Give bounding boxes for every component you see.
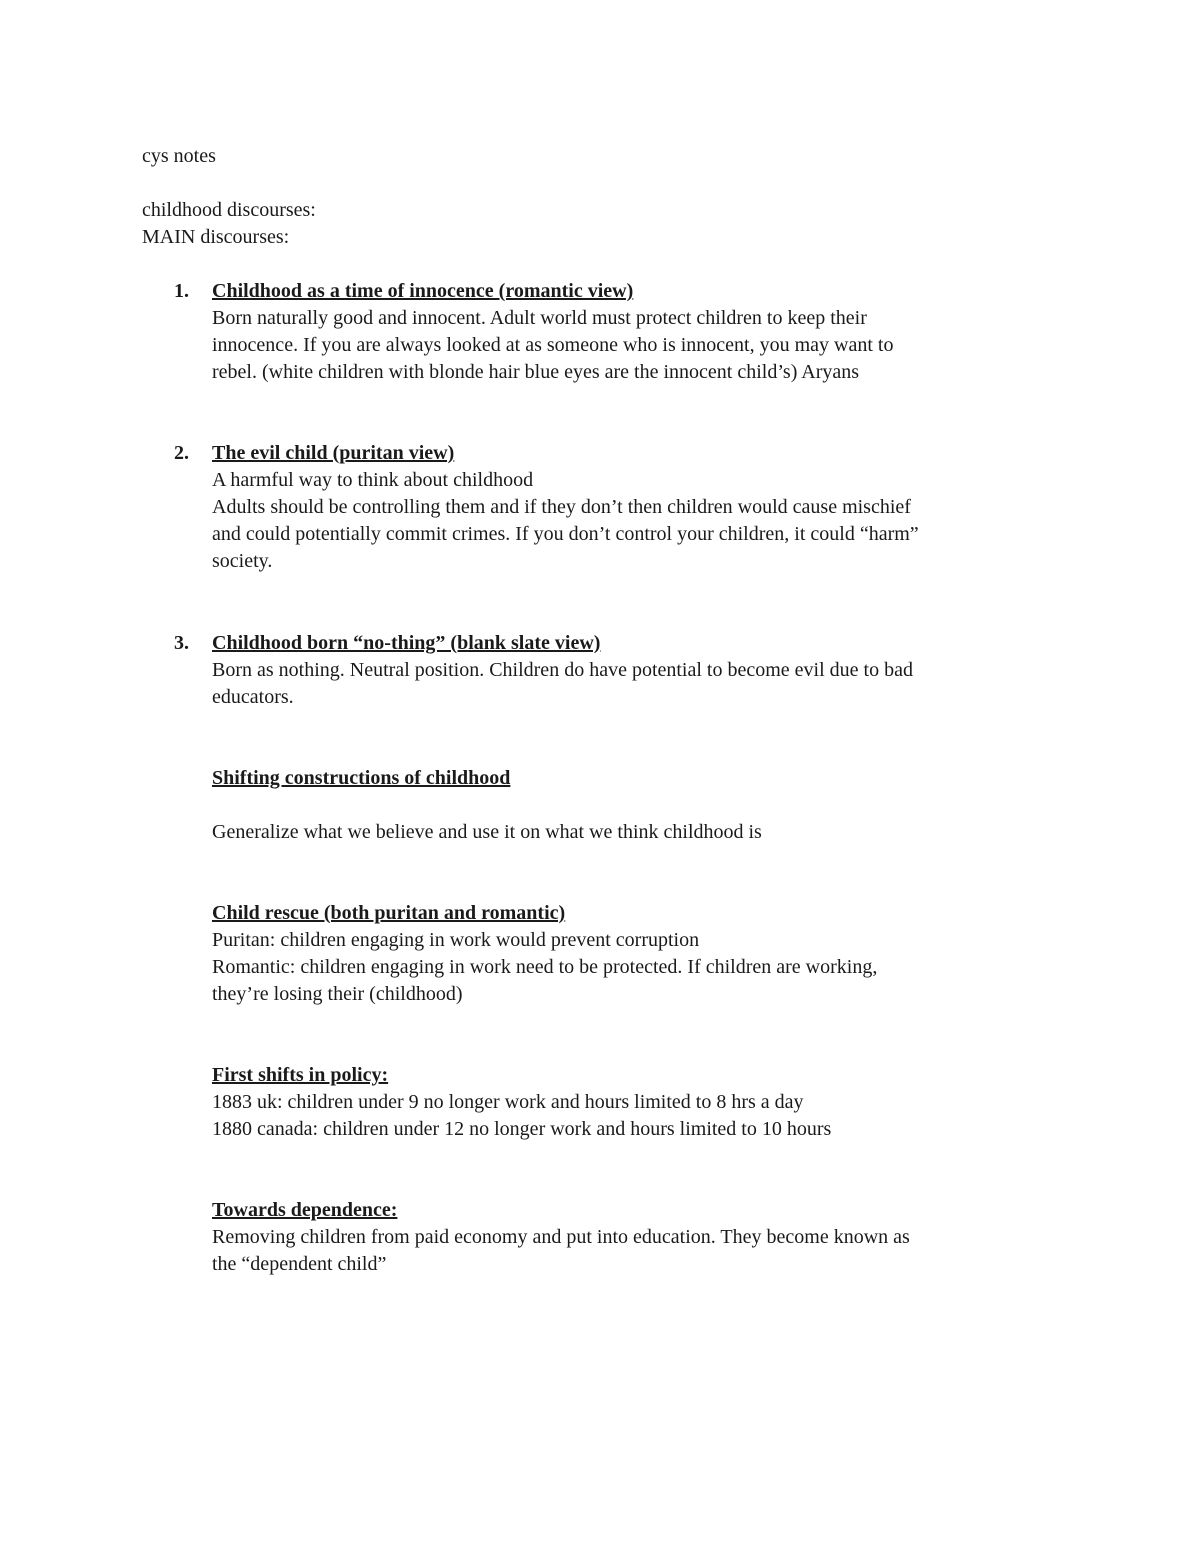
list-item-text: Born as nothing. Neutral position. Children do have potential to become evil due to bad (212, 659, 913, 681)
list-item-text: rebel. (white children with blonde hair blue eyes are the innocent child’s) Aryans (212, 361, 860, 383)
section-text: they’re losing their (childhood) (212, 983, 463, 1005)
list-item-text: educators. (212, 686, 294, 708)
intro-line: MAIN discourses: (142, 226, 290, 248)
document-title: cys notes (142, 145, 216, 167)
section-heading: First shifts in policy: (212, 1064, 389, 1086)
section-heading: Child rescue (both puritan and romantic) (212, 902, 566, 924)
section-text: the “dependent child” (212, 1253, 387, 1275)
intro-line: childhood discourses: (142, 199, 316, 221)
list-item-text: and could potentially commit crimes. If you don’t control your children, it could “harm” (212, 523, 919, 545)
section-text: Removing children from paid economy and put into education. They become known as (212, 1226, 910, 1248)
list-item-heading: The evil child (puritan view) (212, 442, 455, 464)
section-text: Romantic: children engaging in work need to be protected. If children are working, (212, 956, 878, 978)
section-text: 1880 canada: children under 12 no longer work and hours limited to 10 hours (212, 1118, 832, 1140)
list-number: 1. (174, 280, 189, 302)
section-text: Generalize what we believe and use it on what we think childhood is (212, 821, 762, 843)
list-item-text: Adults should be controlling them and if they don’t then children would cause mischief (212, 496, 911, 518)
section-heading: Towards dependence: (212, 1199, 398, 1221)
list-item-text: A harmful way to think about childhood (212, 469, 534, 491)
list-number: 3. (174, 632, 189, 654)
list-item-heading: Childhood born “no-thing” (blank slate view) (212, 632, 601, 654)
section-text: Puritan: children engaging in work would prevent corruption (212, 929, 700, 951)
list-item-text: innocence. If you are always looked at as someone who is innocent, you may want to (212, 334, 894, 356)
list-number: 2. (174, 442, 189, 464)
list-item-heading: Childhood as a time of innocence (romantic view) (212, 280, 634, 302)
list-item-text: society. (212, 550, 273, 572)
list-item-text: Born naturally good and innocent. Adult world must protect children to keep their (212, 307, 867, 329)
section-heading: Shifting constructions of childhood (212, 767, 511, 789)
section-text: 1883 uk: children under 9 no longer work and hours limited to 8 hrs a day (212, 1091, 804, 1113)
